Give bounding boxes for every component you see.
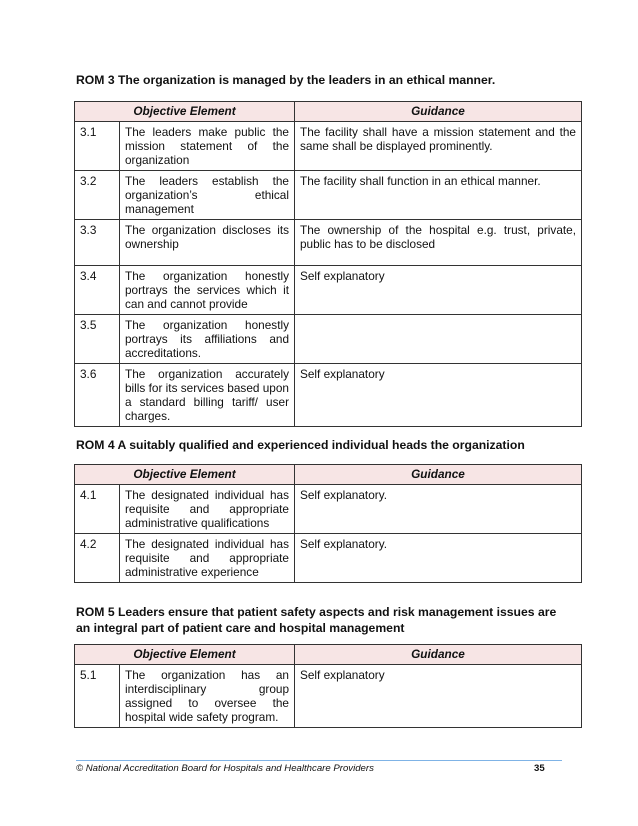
guidance-text: Self explanatory: [295, 665, 582, 728]
table-row: [75, 485, 582, 534]
table-header-row: [75, 645, 582, 665]
table-row: [75, 534, 582, 583]
guidance-text: The facility shall function in an ethical manner.: [295, 171, 582, 220]
rom3-heading: ROM 3 The organization is managed by the leaders in an ethical manner.: [76, 73, 496, 87]
table-row: [75, 364, 582, 427]
objective-text: The leaders make public the mission statement of the organization: [120, 122, 295, 171]
objective-text: The organization honestly portrays the services which it can and cannot provide: [120, 266, 295, 315]
guidance-text: Self explanatory.: [295, 534, 582, 583]
guidance-text: The facility shall have a mission statement and the same shall be displayed prominently.: [295, 122, 582, 171]
guidance-text: Self explanatory: [295, 364, 582, 427]
row-number: 3.5: [75, 315, 120, 364]
table-row: [75, 665, 582, 728]
table-row: [75, 315, 582, 364]
objective-element-header: Objective Element: [75, 645, 295, 665]
row-number: 5.1: [75, 665, 120, 728]
objective-element-header: Objective Element: [75, 465, 295, 485]
footer-copyright: © National Accreditation Board for Hospitals and Healthcare Providers: [76, 763, 374, 774]
row-number: 3.6: [75, 364, 120, 427]
rom4-table: [74, 464, 582, 583]
footer-divider: [76, 760, 562, 761]
guidance-header: Guidance: [295, 465, 582, 485]
table-row: [75, 122, 582, 171]
row-number: 3.3: [75, 220, 120, 266]
table-header-row: [75, 465, 582, 485]
guidance-text: Self explanatory: [295, 266, 582, 315]
guidance-header: Guidance: [295, 102, 582, 122]
rom5-heading: ROM 5 Leaders ensure that patient safety aspects and risk management issues are an integral part of patient care and hospital management: [76, 605, 557, 635]
objective-text: The designated individual has requisite and appropriate administrative qualifications: [120, 485, 295, 534]
objective-text: The leaders establish the organization’s ethical management: [120, 171, 295, 220]
row-number: 4.2: [75, 534, 120, 583]
row-number: 3.2: [75, 171, 120, 220]
objective-text: The designated individual has requisite and appropriate administrative experience: [120, 534, 295, 583]
row-number: 3.1: [75, 122, 120, 171]
table-header-row: [75, 102, 582, 122]
guidance-text: [295, 315, 582, 364]
guidance-text: Self explanatory.: [295, 485, 582, 534]
objective-element-header: Objective Element: [75, 102, 295, 122]
rom4-heading: ROM 4 A suitably qualified and experienced individual heads the organization: [76, 438, 525, 452]
table-row: [75, 171, 582, 220]
page-number: 35: [534, 763, 545, 774]
objective-text: The organization discloses its ownership: [120, 220, 295, 266]
objective-text: The organization accurately bills for its services based upon a standard billing tariff/ user charges.: [120, 364, 295, 427]
rom5-table: [74, 644, 582, 728]
guidance-text: The ownership of the hospital e.g. trust, private, public has to be disclosed: [295, 220, 582, 266]
row-number: 3.4: [75, 266, 120, 315]
objective-text: The organization honestly portrays its affiliations and accreditations.: [120, 315, 295, 364]
row-number: 4.1: [75, 485, 120, 534]
table-row: [75, 220, 582, 266]
guidance-header: Guidance: [295, 645, 582, 665]
objective-text: The organization has an interdisciplinary group assigned to oversee the hospital wide safety program.: [120, 665, 295, 728]
rom3-table: [74, 101, 582, 427]
table-row: [75, 266, 582, 315]
